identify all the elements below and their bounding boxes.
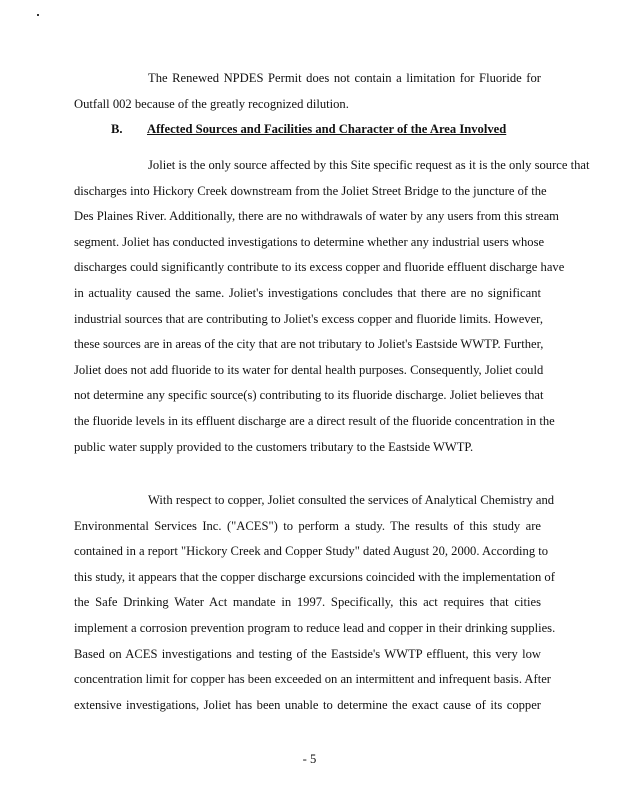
paragraph-line: the fluoride levels in its effluent discharge are a direct result of the fluoride concentration in the bbox=[74, 413, 555, 428]
paragraph-line: these sources are in areas of the city that are not tributary to Joliet's Eastside WWTP. Further, bbox=[74, 337, 544, 352]
paragraph-line: Joliet does not add fluoride to its water for dental health purposes. Consequently, Joliet could bbox=[74, 362, 544, 377]
paragraph-line: segment. Joliet has conducted investigations to determine whether any industrial users whose bbox=[74, 234, 545, 249]
paragraph-line: discharges could significantly contribute to its excess copper and fluoride effluent discharge have bbox=[74, 260, 565, 275]
paragraph-line: Des Plaines River. Additionally, there are no withdrawals of water by any users from this stream bbox=[74, 209, 559, 224]
scan-speck bbox=[37, 14, 39, 16]
paragraph-line: Environmental Services Inc. ("ACES") to perform a study. The results of this study are bbox=[74, 518, 541, 533]
paragraph-line: Based on ACES investigations and testing of the Eastside's WWTP effluent, this very low bbox=[74, 646, 541, 661]
paragraph-line: Outfall 002 because of the greatly recognized dilution. bbox=[74, 96, 349, 111]
paragraph-line: the Safe Drinking Water Act mandate in 1997. Specifically, this act requires that cities bbox=[74, 595, 541, 610]
paragraph-fluoride-limitation bbox=[74, 66, 541, 117]
paragraph-line: in actuality caused the same. Joliet's investigations concludes that there are no significant bbox=[74, 285, 541, 300]
paragraph-line: concentration limit for copper has been exceeded on an intermittent and infrequent basis. After bbox=[74, 672, 551, 687]
paragraph-line: With respect to copper, Joliet consulted the services of Analytical Chemistry and bbox=[148, 493, 555, 507]
paragraph-line: industrial sources that are contributing to Joliet's excess copper and fluoride limits. However, bbox=[74, 311, 544, 326]
page-number: - 5 bbox=[302, 752, 317, 766]
paragraph-line: implement a corrosion prevention program to reduce lead and copper in their drinking supplies. bbox=[74, 620, 556, 635]
section-letter: B. bbox=[111, 122, 123, 136]
section-title: Affected Sources and Facilities and Character of the Area Involved bbox=[147, 122, 507, 136]
paragraph-line: extensive investigations, Joliet has been unable to determine the exact cause of its copper bbox=[74, 697, 541, 712]
paragraph-line: contained in a report "Hickory Creek and Copper Study" dated August 20, 2000. According to bbox=[74, 544, 549, 559]
paragraph-affected-sources bbox=[74, 153, 590, 460]
paragraph-line: this study, it appears that the copper discharge excursions coincided with the implementation of bbox=[74, 569, 555, 584]
paragraph-line: not determine any specific source(s) contributing to its fluoride discharge. Joliet believes that bbox=[74, 388, 544, 403]
paragraph-line: The Renewed NPDES Permit does not contain a limitation for Fluoride for bbox=[148, 71, 541, 85]
paragraph-line: public water supply provided to the customers tributary to the Eastside WWTP. bbox=[74, 439, 474, 454]
paragraph-line: Joliet is the only source affected by this Site specific request as it is the only source that bbox=[148, 158, 590, 172]
section-heading bbox=[111, 122, 506, 137]
paragraph-copper-study bbox=[74, 488, 556, 718]
paragraph-line: discharges into Hickory Creek downstream from the Joliet Street Bridge to the juncture of the bbox=[74, 183, 547, 198]
